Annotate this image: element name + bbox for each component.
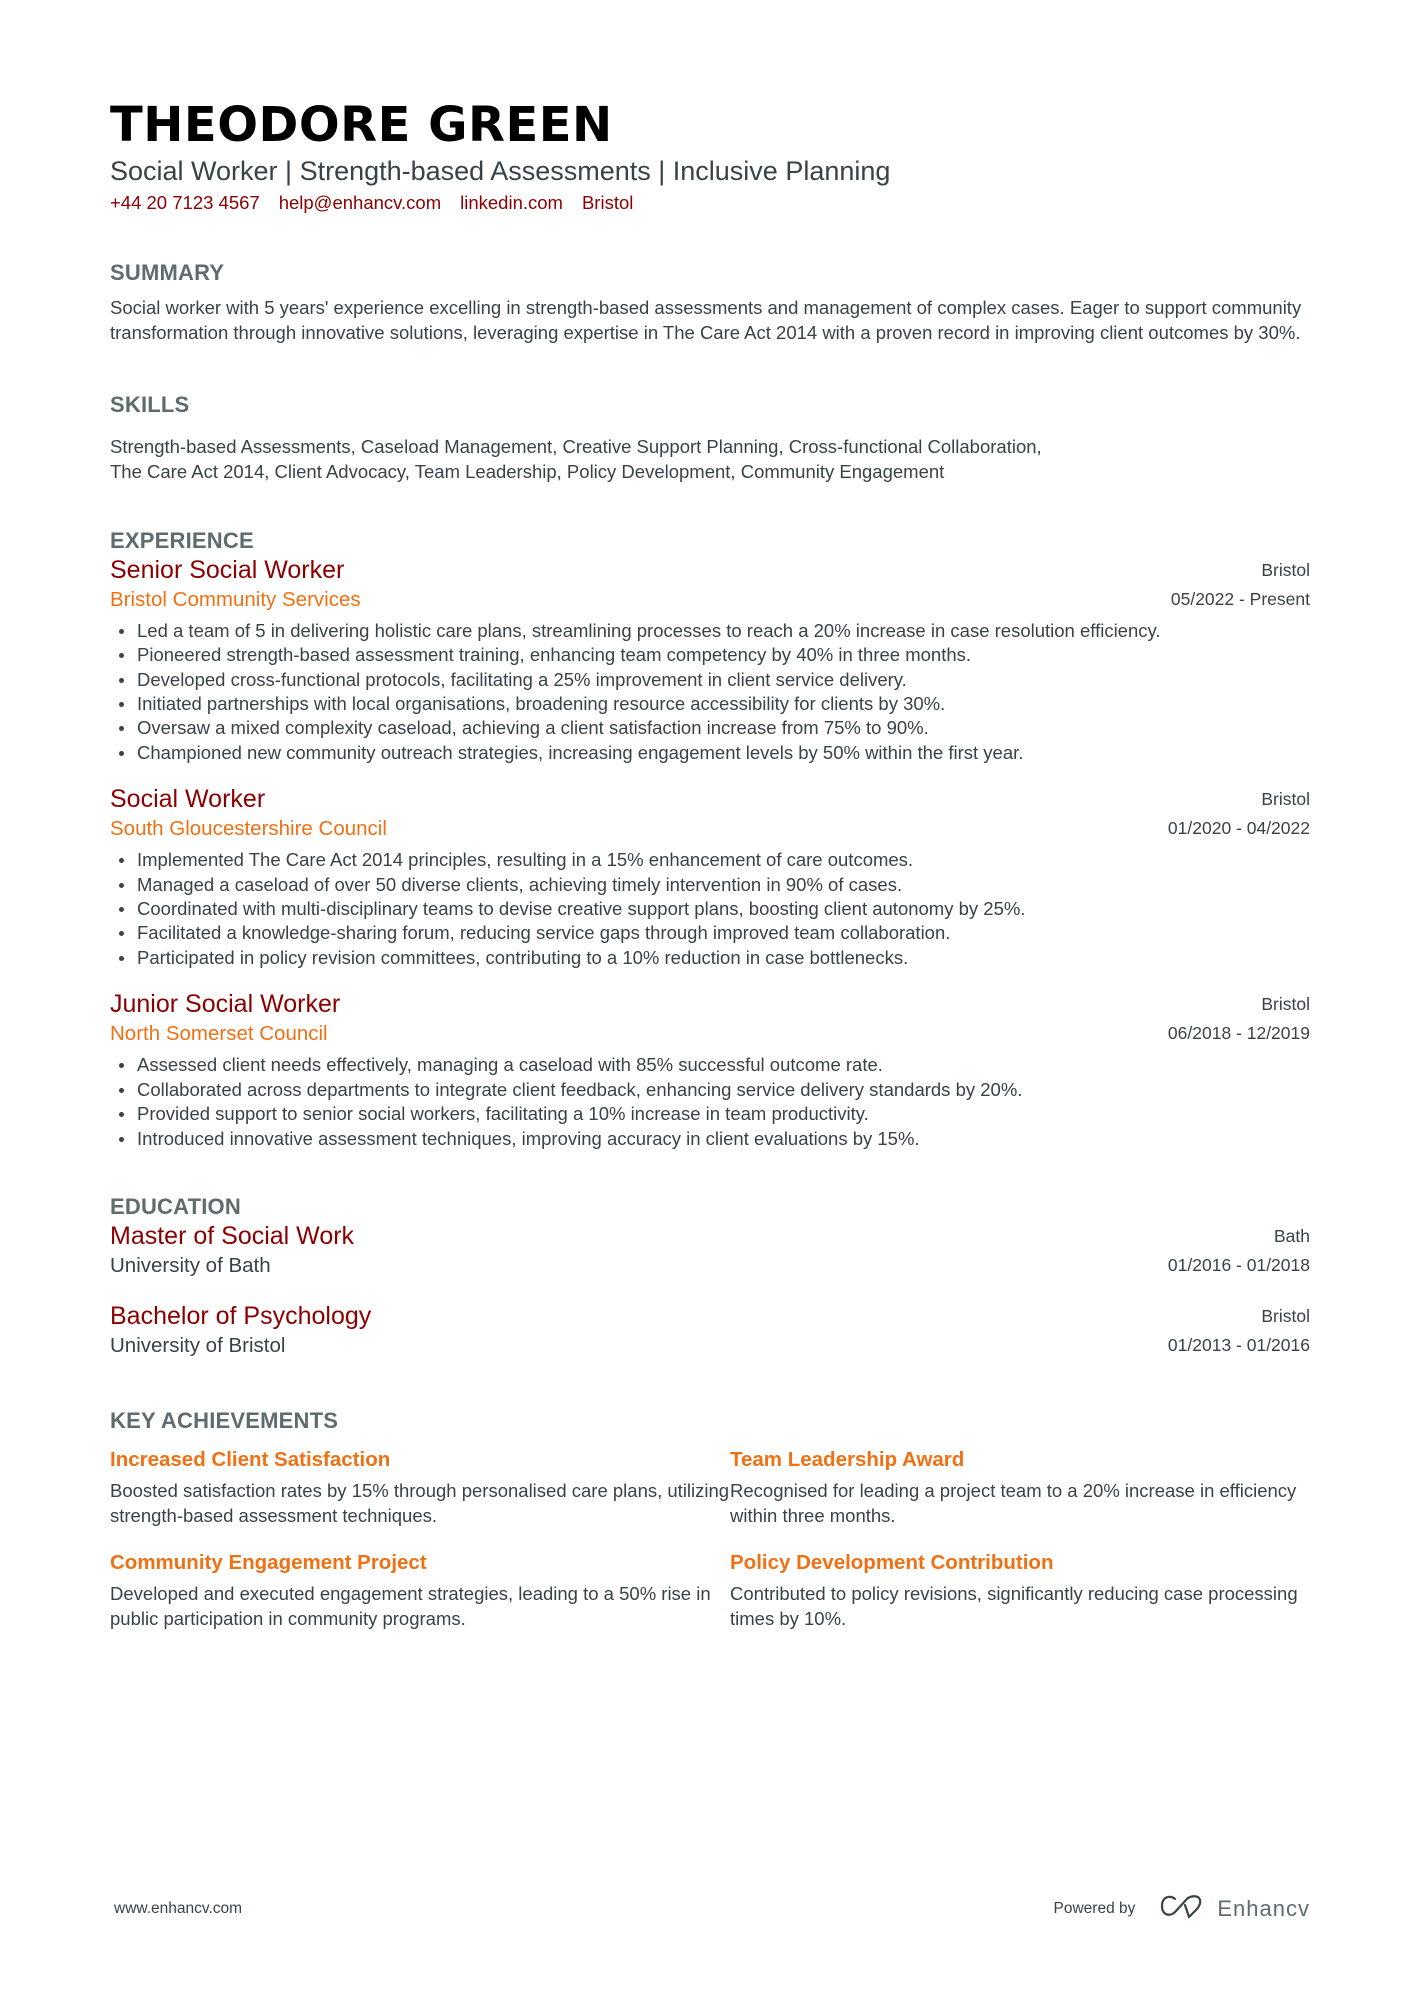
education-dates: 01/2016 - 01/2018 bbox=[1167, 1254, 1310, 1275]
powered-by bbox=[1054, 1893, 1310, 1924]
job-bullets bbox=[110, 1053, 1310, 1151]
company-name: North Somerset Council bbox=[110, 1022, 328, 1046]
school-name: University of Bath bbox=[110, 1253, 271, 1277]
bullet-item: Assessed client needs effectively, managing a caseload with 85% successful outcome rate. bbox=[110, 1053, 1310, 1077]
bullet-item: Developed cross-functional protocols, facilitating a 25% improvement in client service delivery. bbox=[110, 668, 1310, 692]
achievement-title: Increased Client Satisfaction bbox=[110, 1447, 391, 1471]
job-location: Bristol bbox=[1261, 994, 1310, 1015]
achievement-item bbox=[110, 1548, 730, 1631]
section-title-summary: SUMMARY bbox=[110, 260, 225, 285]
bullet-item: Initiated partnerships with local organisations, broadening resource accessibility for clients by 30%. bbox=[110, 692, 1310, 716]
experience-entry bbox=[110, 784, 1310, 970]
bullet-item: Participated in policy revision committees, contributing to a 10% reduction in case bottlenecks. bbox=[110, 946, 1310, 970]
job-dates: 05/2022 - Present bbox=[1170, 588, 1310, 609]
skills-line: The Care Act 2014, Client Advocacy, Team Leadership, Policy Development, Community Engagement bbox=[110, 461, 945, 483]
bullet-item: Managed a caseload of over 50 diverse clients, achieving timely intervention in 90% of cases. bbox=[110, 873, 1310, 897]
contact-phone[interactable]: +44 20 7123 4567 bbox=[110, 192, 260, 213]
achievement-item bbox=[730, 1445, 1310, 1528]
experience-entry bbox=[110, 555, 1310, 765]
achievement-title: Policy Development Contribution bbox=[730, 1551, 1054, 1575]
contact-list bbox=[110, 190, 1310, 216]
education-entry bbox=[110, 1221, 1310, 1280]
job-title: Senior Social Worker bbox=[110, 555, 345, 584]
experience-section bbox=[110, 527, 1310, 1151]
contact-location: Bristol bbox=[581, 192, 634, 213]
section-title-experience: EXPERIENCE bbox=[110, 527, 254, 553]
job-title: Junior Social Worker bbox=[110, 990, 341, 1019]
job-dates: 06/2018 - 12/2019 bbox=[1167, 1023, 1310, 1044]
brand-name: Enhancv bbox=[1217, 1895, 1310, 1921]
bullet-item: Championed new community outreach strategies, increasing engagement levels by 50% within the first year. bbox=[110, 741, 1310, 765]
skills-line: Strength-based Assessments, Caseload Management, Creative Support Planning, Cross-functional Collaboration, bbox=[110, 436, 1042, 458]
enhancv-logo-icon bbox=[1159, 1893, 1205, 1924]
company-name: Bristol Community Services bbox=[110, 587, 361, 611]
degree-title: Master of Social Work bbox=[110, 1221, 355, 1250]
achievement-title: Team Leadership Award bbox=[730, 1447, 965, 1471]
brand-logo[interactable] bbox=[1159, 1893, 1310, 1924]
achievement-title: Community Engagement Project bbox=[110, 1551, 427, 1575]
job-location: Bristol bbox=[1261, 789, 1310, 810]
education-dates: 01/2013 - 01/2016 bbox=[1167, 1334, 1310, 1355]
achievement-item bbox=[110, 1445, 730, 1528]
skills-list bbox=[110, 435, 1310, 484]
section-title-education: EDUCATION bbox=[110, 1193, 241, 1219]
skills-section bbox=[110, 391, 1310, 484]
bullet-item: Pioneered strength-based assessment training, enhancing team competency by 40% in three months. bbox=[110, 643, 1310, 667]
company-name: South Gloucestershire Council bbox=[110, 817, 387, 841]
school-name: University of Bristol bbox=[110, 1333, 286, 1357]
footer-website-link[interactable]: www.enhancv.com bbox=[114, 1899, 243, 1917]
candidate-headline: Social Worker | Strength-based Assessments | Inclusive Planning bbox=[110, 156, 891, 186]
resume-header bbox=[110, 96, 1310, 216]
bullet-item: Coordinated with multi-disciplinary teams to devise creative support plans, boosting client autonomy by 25%. bbox=[110, 897, 1310, 921]
job-title: Social Worker bbox=[110, 785, 266, 814]
achievement-desc: Developed and executed engagement strategies, leading to a 50% rise in public participation in community programs. bbox=[110, 1583, 711, 1630]
job-dates: 01/2020 - 04/2022 bbox=[1167, 818, 1310, 839]
job-bullets bbox=[110, 848, 1310, 970]
bullet-item: Provided support to senior social workers, facilitating a 10% increase in team productivity. bbox=[110, 1102, 1310, 1126]
powered-by-label: Powered by bbox=[1053, 1899, 1136, 1917]
bullet-item: Facilitated a knowledge-sharing forum, reducing service gaps through improved team collaboration. bbox=[110, 921, 1310, 945]
section-title-skills: SKILLS bbox=[110, 392, 190, 418]
education-entry bbox=[110, 1301, 1310, 1360]
summary-section bbox=[110, 259, 1310, 345]
school-location: Bath bbox=[1274, 1225, 1310, 1246]
achievements-section bbox=[110, 1407, 1310, 1632]
job-location: Bristol bbox=[1261, 559, 1310, 580]
school-location: Bristol bbox=[1261, 1305, 1310, 1326]
experience-entry bbox=[110, 989, 1310, 1151]
education-section bbox=[110, 1193, 1310, 1360]
section-title-achievements: KEY ACHIEVEMENTS bbox=[110, 1407, 339, 1433]
bullet-item: Collaborated across departments to integrate client feedback, enhancing service delivery standards by 20%. bbox=[110, 1078, 1310, 1102]
summary-text: Social worker with 5 years' experience excelling in strength-based assessments and management of complex cases. Eager to support community transformation through innovative solutions, leveraging expertise in The Care Act 2014 with a proven record in improving client outcomes by 30%. bbox=[110, 297, 1302, 343]
achievement-desc: Recognised for leading a project team to a 20% increase in efficiency within three months. bbox=[730, 1479, 1297, 1526]
contact-linkedin[interactable]: linkedin.com bbox=[460, 192, 563, 213]
degree-title: Bachelor of Psychology bbox=[110, 1301, 372, 1330]
bullet-item: Oversaw a mixed complexity caseload, achieving a client satisfaction increase from 75% to 90%. bbox=[110, 716, 1310, 740]
page-footer bbox=[114, 1893, 1310, 1924]
contact-email[interactable]: help@enhancv.com bbox=[278, 192, 442, 213]
achievement-desc: Boosted satisfaction rates by 15% through personalised care plans, utilizing strength-based assessment techniques. bbox=[110, 1479, 730, 1526]
resume-page bbox=[110, 96, 1310, 1632]
achievement-item bbox=[730, 1548, 1310, 1631]
achievements-grid bbox=[110, 1445, 1310, 1632]
bullet-item: Introduced innovative assessment techniques, improving accuracy in client evaluations by 15%. bbox=[110, 1127, 1310, 1151]
job-bullets bbox=[110, 619, 1310, 765]
bullet-item: Implemented The Care Act 2014 principles, resulting in a 15% enhancement of care outcomes. bbox=[110, 848, 1310, 872]
bullet-item: Led a team of 5 in delivering holistic care plans, streamlining processes to reach a 20% increase in case resolution efficiency. bbox=[110, 619, 1310, 643]
achievement-desc: Contributed to policy revisions, significantly reducing case processing times by 10%. bbox=[730, 1583, 1298, 1630]
candidate-name: THEODORE GREEN bbox=[110, 97, 613, 153]
